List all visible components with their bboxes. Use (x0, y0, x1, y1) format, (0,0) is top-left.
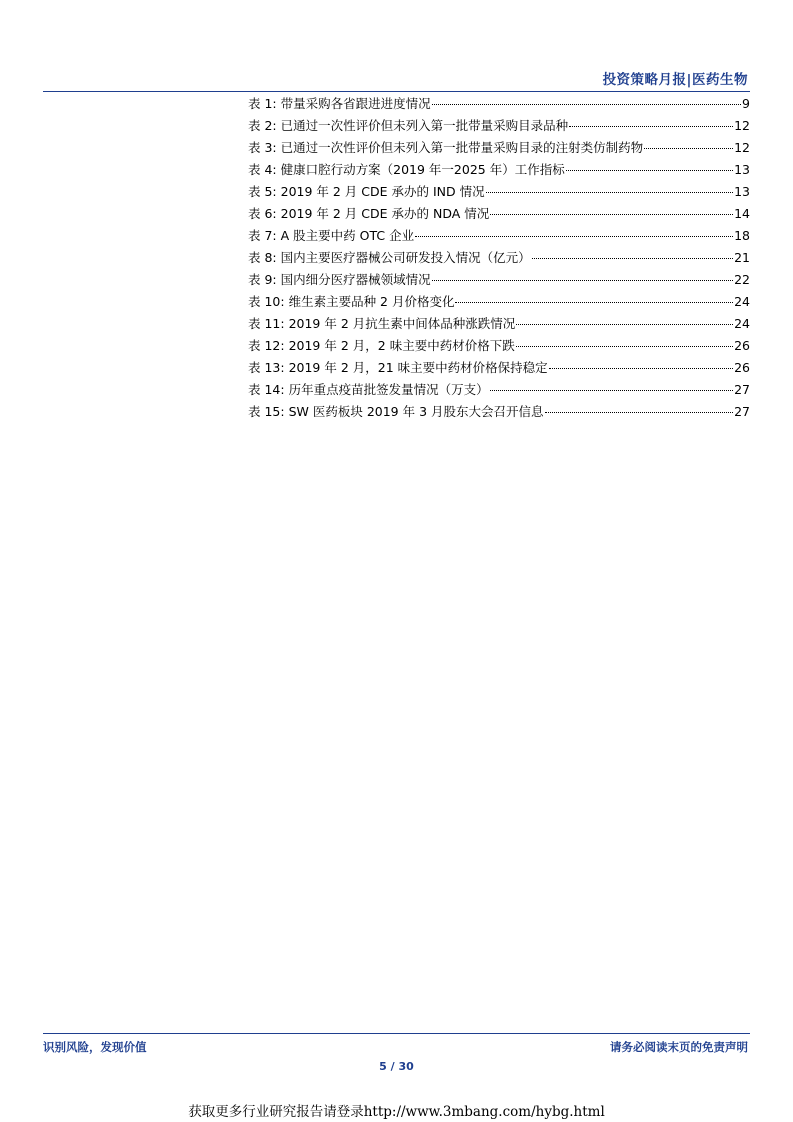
toc-entry-page: 13 (734, 162, 750, 177)
toc-entry-text: 已通过一次性评价但未列入第一批带量采购目录的注射类仿制药物 (280, 140, 644, 155)
toc-entry-page: 24 (734, 294, 750, 309)
toc-dot-leader (545, 412, 734, 413)
header-divider (43, 91, 750, 92)
toc-entry[interactable] (248, 401, 750, 423)
toc-dot-leader (490, 214, 733, 215)
toc-entry-page: 27 (734, 382, 750, 397)
toc-entry-page: 9 (742, 96, 750, 111)
toc-entry[interactable] (248, 335, 750, 357)
toc-entry[interactable] (248, 115, 750, 137)
toc-entry-text: 健康口腔行动方案（2019 年一2025 年）工作指标 (280, 162, 565, 177)
toc-entry[interactable] (248, 159, 750, 181)
toc-entry-page: 24 (734, 316, 750, 331)
toc-entry-page: 26 (734, 338, 750, 353)
toc-dot-leader (432, 280, 733, 281)
toc-entry-title (248, 247, 531, 269)
toc-entry-text: 2019 年 2 月抗生素中间体品种涨跌情况 (288, 316, 516, 331)
toc-entry-page: 22 (734, 272, 750, 287)
toc-entry-label: 表 12: (248, 338, 285, 353)
toc-entry-title (248, 379, 489, 401)
toc-entry-label: 表 15: (248, 404, 285, 419)
toc-entry-title (248, 203, 489, 225)
watermark-text: 获取更多行业研究报告请登录http://www.3mbang.com/hybg.html (188, 1104, 605, 1120)
page-number: 5 / 30 (379, 1060, 414, 1073)
toc-entry-page: 21 (734, 250, 750, 265)
toc-entry-label: 表 3: (248, 140, 277, 155)
toc-entry-text: 2019 年 2 月，21 味主要中药材价格保持稳定 (288, 360, 548, 375)
toc-dot-leader (516, 324, 733, 325)
toc-entry-text: SW 医药板块 2019 年 3 月股东大会召开信息 (288, 404, 544, 419)
toc-entry[interactable] (248, 379, 750, 401)
toc-entry-page: 14 (734, 206, 750, 221)
toc-entry[interactable] (248, 269, 750, 291)
toc-entry-label: 表 4: (248, 162, 277, 177)
toc-entry-title (248, 137, 643, 159)
toc-dot-leader (432, 104, 741, 105)
toc-entry-text: 2019 年 2 月 CDE 承办的 NDA 情况 (280, 206, 490, 221)
toc-entry-title (248, 313, 515, 335)
toc-entry-text: 历年重点疫苗批签发量情况（万支） (288, 382, 489, 397)
toc-entry-label: 表 14: (248, 382, 285, 397)
toc-entry-text: 维生素主要品种 2 月价格变化 (288, 294, 455, 309)
toc-entry[interactable] (248, 313, 750, 335)
toc-entry[interactable] (248, 181, 750, 203)
toc-entry-title (248, 335, 515, 357)
toc-dot-leader (415, 236, 733, 237)
toc-entry-title (248, 291, 454, 313)
toc-dot-leader (532, 258, 733, 259)
toc-dot-leader (569, 126, 733, 127)
toc-entry-title (248, 269, 431, 291)
toc-entry[interactable] (248, 225, 750, 247)
toc-dot-leader (549, 368, 733, 369)
toc-dot-leader (455, 302, 733, 303)
toc-entry-label: 表 5: (248, 184, 277, 199)
toc-entry-title (248, 181, 485, 203)
toc-dot-leader (516, 346, 733, 347)
toc-entry-text: 国内主要医疗器械公司研发投入情况（亿元） (280, 250, 531, 265)
toc-entry-title (248, 357, 548, 379)
toc-dot-leader (644, 148, 733, 149)
toc-entry[interactable] (248, 93, 750, 115)
toc-entry-title (248, 115, 568, 137)
toc-entry-title (248, 225, 414, 247)
toc-entry-label: 表 2: (248, 118, 277, 133)
toc-entry-label: 表 13: (248, 360, 285, 375)
toc-entry-label: 表 6: (248, 206, 277, 221)
toc-entry[interactable] (248, 203, 750, 225)
toc-entry-label: 表 1: (248, 96, 277, 111)
toc-entry[interactable] (248, 137, 750, 159)
toc-entry[interactable] (248, 247, 750, 269)
toc-entry[interactable] (248, 291, 750, 313)
footer-disclaimer-note: 请务必阅读末页的免责声明 (610, 1040, 748, 1054)
toc-dot-leader (566, 170, 733, 171)
toc-entry-page: 13 (734, 184, 750, 199)
toc-entry-page: 18 (734, 228, 750, 243)
toc-entry-text: 已通过一次性评价但未列入第一批带量采购目录品种 (280, 118, 569, 133)
toc-dot-leader (490, 390, 734, 391)
toc-entry-page: 12 (734, 140, 750, 155)
toc-entry-label: 表 7: (248, 228, 277, 243)
toc-entry-label: 表 10: (248, 294, 285, 309)
footer-divider (43, 1033, 750, 1034)
report-header-title: 投资策略月报|医药生物 (602, 72, 748, 88)
toc-entry-text: 国内细分医疗器械领域情况 (280, 272, 431, 287)
toc-entry-label: 表 8: (248, 250, 277, 265)
toc-dot-leader (486, 192, 733, 193)
toc-entry[interactable] (248, 357, 750, 379)
toc-entry-page: 12 (734, 118, 750, 133)
toc-entry-text: 2019 年 2 月 CDE 承办的 IND 情况 (280, 184, 485, 199)
toc-entry-label: 表 11: (248, 316, 285, 331)
footer-slogan: 识别风险，发现价值 (43, 1040, 147, 1054)
toc-entry-page: 26 (734, 360, 750, 375)
toc-entry-label: 表 9: (248, 272, 277, 287)
toc-entry-text: A 股主要中药 OTC 企业 (280, 228, 415, 243)
toc-entry-text: 2019 年 2 月，2 味主要中药材价格下跌 (288, 338, 515, 353)
toc-entry-text: 带量采购各省跟进进度情况 (280, 96, 431, 111)
toc-entry-page: 27 (734, 404, 750, 419)
toc-entry-title (248, 159, 565, 181)
table-of-contents (248, 93, 750, 423)
toc-entry-title (248, 401, 544, 423)
toc-entry-title (248, 93, 431, 115)
